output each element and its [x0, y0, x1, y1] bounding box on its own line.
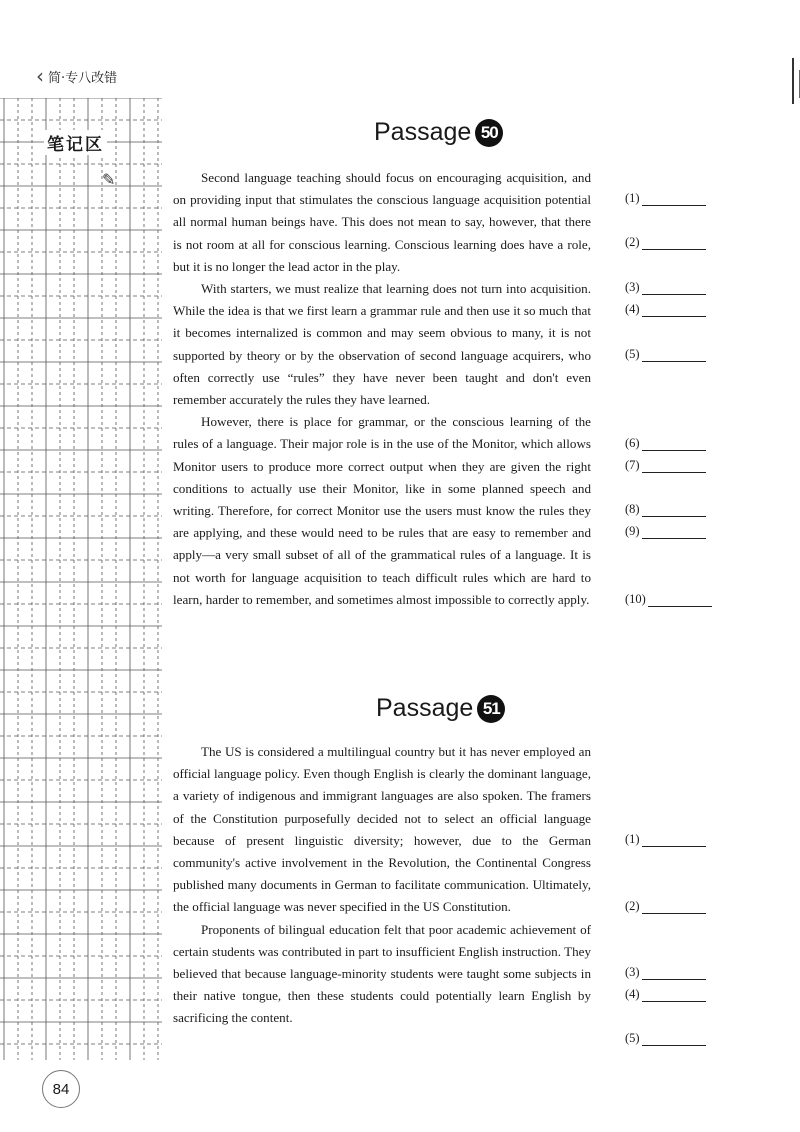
passage-number-badge: 50	[475, 119, 503, 147]
answer-blank[interactable]: (1)	[625, 191, 706, 206]
answer-blank[interactable]: (8)	[625, 502, 706, 517]
passage-50-title	[374, 118, 503, 147]
passage-title-word: Passage	[374, 118, 472, 146]
paragraph: With starters, we must realize that learning does not turn into acquisition. While the idea is that we first learn a grammar rule and then use it so much that it becomes internalized is common and may seem obvious to many, it is not supported by theory or by the observation of second language acquirers, who often correctly use “rules” they have never been taught and don't even remember accurately the rules they have learned.	[173, 281, 591, 408]
answer-blank[interactable]: (1)	[625, 832, 706, 847]
answer-blank[interactable]: (2)	[625, 899, 706, 914]
answer-blank[interactable]: (5)	[625, 1031, 706, 1046]
passage-number-badge: 51	[477, 695, 505, 723]
notes-column	[0, 98, 162, 1060]
edge-marker	[792, 58, 794, 104]
answer-blank[interactable]: (2)	[625, 235, 706, 250]
answer-blank[interactable]: (4)	[625, 302, 706, 317]
notes-grid	[0, 98, 162, 1060]
answer-blank[interactable]: (7)	[625, 458, 706, 473]
series-header	[36, 66, 117, 86]
paragraph: Proponents of bilingual education felt that poor academic achievement of certain students was contributed in part to insufficient English instruction. They believed that because language-minority students were taught some subjects in their native tongue, then these students could potentially learn English by sacrificing the content.	[173, 921, 591, 1026]
passage-50-body	[173, 167, 591, 611]
chevron-left-icon: ‹	[36, 64, 44, 88]
page-number: 84	[42, 1070, 80, 1108]
answer-blank[interactable]: (3)	[625, 280, 706, 295]
passage-51-title	[376, 694, 505, 723]
series-tag: 简·专八改错	[48, 70, 118, 86]
paragraph: The US is considered a multilingual country but it has never employed an official language policy. Even though English is clearly the dominant language, a variety of indigenous and immigrant languages are also spoken. The framers of the Constitution purposefully decided not to select an official language because of present linguistic diversity; however, due to the German community's active involvement in the Revolution, the Continental Congress published many documents in German to facilitate communication. Ultimately, the official language was never specified in the US Constitution.	[173, 744, 591, 915]
passage-51-body	[173, 741, 591, 1030]
passage-title-word: Passage	[376, 694, 474, 722]
paragraph: Second language teaching should focus on encouraging acquisition, and on providing input that stimulates the conscious language acquisition potential all normal human beings have. This does not mean to say, however, that there is not room at all for conscious learning. Conscious learning does have a role, but it is no longer the lead actor in the play.	[173, 170, 591, 274]
answer-blank[interactable]: (4)	[625, 987, 706, 1002]
pencil-icon: ✎	[102, 172, 116, 189]
answer-blank[interactable]: (3)	[625, 965, 706, 980]
answer-blank[interactable]: (10)	[625, 592, 712, 607]
notes-label: 笔记区	[44, 130, 107, 155]
answer-blank[interactable]: (6)	[625, 436, 706, 451]
paragraph: However, there is place for grammar, or the conscious learning of the rules of a language. Their major role is in the use of the Monitor, which allows Monitor users to produce more correct output when they are given the right conditions to actually use their Monitor, like in some planned speech and writing. Therefore, for correct Monitor use the users must know the rules they are applying, and these would need to be rules that are easy to remember and apply—a very small subset of all of the grammatical rules of a language. It is not worth for language acquisition to teach difficult rules which are hard to learn, harder to remember, and sometimes almost impossible to correctly apply.	[173, 414, 591, 607]
answer-blank[interactable]: (5)	[625, 347, 706, 362]
answer-blank[interactable]: (9)	[625, 524, 706, 539]
